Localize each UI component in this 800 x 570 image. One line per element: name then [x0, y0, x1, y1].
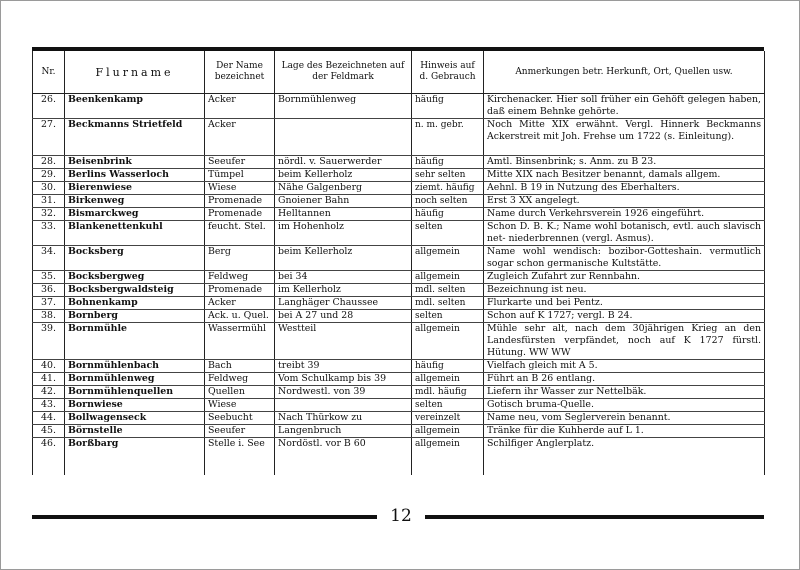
cell-notes: Liefern ihr Wasser zur Nettelbäk.	[484, 386, 765, 399]
cell-flurname: Bierenwiese	[65, 182, 205, 195]
cell-location: beim Kellerholz	[275, 169, 412, 182]
cell-flurname: Borßbarg	[65, 438, 205, 476]
cell-location	[275, 119, 412, 156]
cell-notes: Gotisch bruma-Quelle.	[484, 399, 765, 412]
table-row	[33, 297, 765, 310]
cell-type: Feldweg	[205, 271, 275, 284]
cell-notes: Tränke für die Kuhherde auf L 1.	[484, 425, 765, 438]
cell-flurname: Bocksbergwaldsteig	[65, 284, 205, 297]
cell-flurname: Beenkenkamp	[65, 94, 205, 119]
cell-location: Gnoiener Bahn	[275, 195, 412, 208]
cell-usage: n. m. gebr.	[412, 119, 484, 156]
cell-flurname: Bollwagenseck	[65, 412, 205, 425]
header-flurname: Flurname	[65, 51, 205, 94]
cell-nr: 43.	[33, 399, 65, 412]
cell-usage: allgemein	[412, 438, 484, 476]
cell-flurname: Bornwiese	[65, 399, 205, 412]
table-row	[33, 310, 765, 323]
cell-usage: selten	[412, 399, 484, 412]
cell-nr: 30.	[33, 182, 65, 195]
cell-location: Langenbruch	[275, 425, 412, 438]
cell-flurname: Bohnenkamp	[65, 297, 205, 310]
cell-flurname: Blankenettenkuhl	[65, 221, 205, 246]
header-location: Lage des Bezeichneten auf der Feldmark	[275, 51, 412, 94]
cell-nr: 37.	[33, 297, 65, 310]
table-row	[33, 425, 765, 438]
cell-type: Seeufer	[205, 156, 275, 169]
cell-location: treibt 39	[275, 360, 412, 373]
cell-usage: noch selten	[412, 195, 484, 208]
table-row	[33, 271, 765, 284]
table-row	[33, 438, 765, 476]
cell-usage: ziemt. häufig	[412, 182, 484, 195]
cell-nr: 27.	[33, 119, 65, 156]
bottom-rule-left	[32, 515, 377, 519]
cell-flurname: Börnstelle	[65, 425, 205, 438]
cell-nr: 41.	[33, 373, 65, 386]
header-nr: Nr.	[33, 51, 65, 94]
cell-type: Promenade	[205, 208, 275, 221]
cell-notes: Schon auf K 1727; vergl. B 24.	[484, 310, 765, 323]
cell-nr: 34.	[33, 246, 65, 271]
cell-nr: 40.	[33, 360, 65, 373]
cell-type: Feldweg	[205, 373, 275, 386]
table-row	[33, 169, 765, 182]
header-type: Der Name bezeichnet	[205, 51, 275, 94]
cell-flurname: Bismarckweg	[65, 208, 205, 221]
cell-flurname: Bornmühlenquellen	[65, 386, 205, 399]
cell-nr: 44.	[33, 412, 65, 425]
cell-type: Berg	[205, 246, 275, 271]
cell-notes: Mühle sehr alt, nach dem 30jährigen Krieg an den Landesfürsten verpfändet, noch auf K 1727 fürstl. Hütung. WW WW	[484, 323, 765, 360]
cell-notes: Kirchenacker. Hier soll früher ein Gehöft gelegen haben, daß einem Behnke gehörte.	[484, 94, 765, 119]
cell-nr: 38.	[33, 310, 65, 323]
cell-nr: 46.	[33, 438, 65, 476]
cell-type: Promenade	[205, 284, 275, 297]
cell-type: Quellen	[205, 386, 275, 399]
cell-nr: 33.	[33, 221, 65, 246]
field-names-table	[32, 51, 765, 475]
table-body	[33, 94, 765, 476]
table-row	[33, 195, 765, 208]
cell-type: feucht. Stel.	[205, 221, 275, 246]
cell-usage: allgemein	[412, 373, 484, 386]
header-usage: Hinweis auf d. Gebrauch	[412, 51, 484, 94]
cell-flurname: Bornmühlenbach	[65, 360, 205, 373]
cell-flurname: Birkenweg	[65, 195, 205, 208]
table-header-row	[33, 51, 765, 94]
cell-nr: 28.	[33, 156, 65, 169]
cell-flurname: Beisenbrink	[65, 156, 205, 169]
table-row	[33, 386, 765, 399]
cell-usage: allgemein	[412, 246, 484, 271]
cell-type: Wassermühl	[205, 323, 275, 360]
cell-notes: Amtl. Binsenbrink; s. Anm. zu B 23.	[484, 156, 765, 169]
cell-usage: mdl. selten	[412, 297, 484, 310]
cell-type: Seebucht	[205, 412, 275, 425]
cell-type: Acker	[205, 297, 275, 310]
cell-location: Helltannen	[275, 208, 412, 221]
cell-notes: Bezeichnung ist neu.	[484, 284, 765, 297]
cell-usage: allgemein	[412, 425, 484, 438]
cell-nr: 32.	[33, 208, 65, 221]
cell-location	[275, 399, 412, 412]
cell-location: bei A 27 und 28	[275, 310, 412, 323]
cell-flurname: Bocksberg	[65, 246, 205, 271]
cell-notes: Name neu, vom Seglerverein benannt.	[484, 412, 765, 425]
cell-type: Seeufer	[205, 425, 275, 438]
cell-location: im Hohenholz	[275, 221, 412, 246]
cell-notes: Schon D. B. K.; Name wohl botanisch, evtl. auch slavisch net- niederbrennen (vergl. Asmus).	[484, 221, 765, 246]
bottom-rule-right	[425, 515, 764, 519]
cell-type: Promenade	[205, 195, 275, 208]
cell-notes: Noch Mitte XIX erwähnt. Vergl. Hinnerk Beckmanns Ackerstreit mit Joh. Frehse um 1722 (s. Einleitung).	[484, 119, 765, 156]
cell-nr: 29.	[33, 169, 65, 182]
cell-flurname: Bornmühle	[65, 323, 205, 360]
cell-notes: Schilfiger Anglerplatz.	[484, 438, 765, 476]
page-number: 12	[390, 506, 412, 526]
cell-location: im Kellerholz	[275, 284, 412, 297]
cell-usage: allgemein	[412, 271, 484, 284]
cell-nr: 26.	[33, 94, 65, 119]
table-row	[33, 119, 765, 156]
cell-nr: 45.	[33, 425, 65, 438]
cell-flurname: Bocksbergweg	[65, 271, 205, 284]
table-row	[33, 323, 765, 360]
cell-usage: vereinzelt	[412, 412, 484, 425]
cell-usage: mdl. selten	[412, 284, 484, 297]
cell-type: Wiese	[205, 399, 275, 412]
cell-notes: Aehnl. B 19 in Nutzung des Eberhalters.	[484, 182, 765, 195]
table-row	[33, 284, 765, 297]
cell-usage: sehr selten	[412, 169, 484, 182]
cell-type: Bach	[205, 360, 275, 373]
table-row	[33, 373, 765, 386]
cell-notes: Erst 3 XX angelegt.	[484, 195, 765, 208]
cell-usage: selten	[412, 221, 484, 246]
table-row	[33, 399, 765, 412]
table-row	[33, 221, 765, 246]
table-row	[33, 94, 765, 119]
cell-type: Stelle i. See	[205, 438, 275, 476]
cell-notes: Name durch Verkehrsverein 1926 eingeführt.	[484, 208, 765, 221]
table-row	[33, 360, 765, 373]
cell-type: Tümpel	[205, 169, 275, 182]
cell-usage: häufig	[412, 94, 484, 119]
cell-notes: Zugleich Zufahrt zur Rennbahn.	[484, 271, 765, 284]
cell-type: Ack. u. Quel.	[205, 310, 275, 323]
cell-type: Acker	[205, 119, 275, 156]
cell-location: nördl. v. Sauerwerder	[275, 156, 412, 169]
cell-notes: Führt an B 26 entlang.	[484, 373, 765, 386]
cell-notes: Vielfach gleich mit A 5.	[484, 360, 765, 373]
cell-location: beim Kellerholz	[275, 246, 412, 271]
cell-nr: 39.	[33, 323, 65, 360]
cell-type: Acker	[205, 94, 275, 119]
cell-location: Nach Thürkow zu	[275, 412, 412, 425]
cell-location: Nordöstl. vor B 60	[275, 438, 412, 476]
cell-location: bei 34	[275, 271, 412, 284]
cell-usage: mdl. häufig	[412, 386, 484, 399]
cell-location: Nähe Galgenberg	[275, 182, 412, 195]
cell-nr: 36.	[33, 284, 65, 297]
cell-nr: 42.	[33, 386, 65, 399]
cell-flurname: Berlins Wasserloch	[65, 169, 205, 182]
table-row	[33, 156, 765, 169]
cell-flurname: Bornberg	[65, 310, 205, 323]
cell-usage: häufig	[412, 156, 484, 169]
cell-nr: 31.	[33, 195, 65, 208]
cell-usage: allgemein	[412, 323, 484, 360]
cell-type: Wiese	[205, 182, 275, 195]
cell-notes: Flurkarte und bei Pentz.	[484, 297, 765, 310]
cell-usage: häufig	[412, 208, 484, 221]
cell-location: Vom Schulkamp bis 39	[275, 373, 412, 386]
table-row	[33, 246, 765, 271]
cell-notes: Name wohl wendisch: bozibor-Gotteshain. vermutlich sogar schon germanische Kultstätte.	[484, 246, 765, 271]
cell-location: Westteil	[275, 323, 412, 360]
cell-usage: selten	[412, 310, 484, 323]
table-row	[33, 182, 765, 195]
cell-nr: 35.	[33, 271, 65, 284]
cell-usage: häufig	[412, 360, 484, 373]
table-row	[33, 208, 765, 221]
header-notes: Anmerkungen betr. Herkunft, Ort, Quellen usw.	[484, 51, 765, 94]
cell-flurname: Bornmühlenweg	[65, 373, 205, 386]
cell-location: Langhäger Chaussee	[275, 297, 412, 310]
cell-notes: Mitte XIX nach Besitzer benannt, damals allgem.	[484, 169, 765, 182]
cell-flurname: Beckmanns Strietfeld	[65, 119, 205, 156]
cell-location: Bornmühlenweg	[275, 94, 412, 119]
cell-location: Nordwestl. von 39	[275, 386, 412, 399]
table-row	[33, 412, 765, 425]
